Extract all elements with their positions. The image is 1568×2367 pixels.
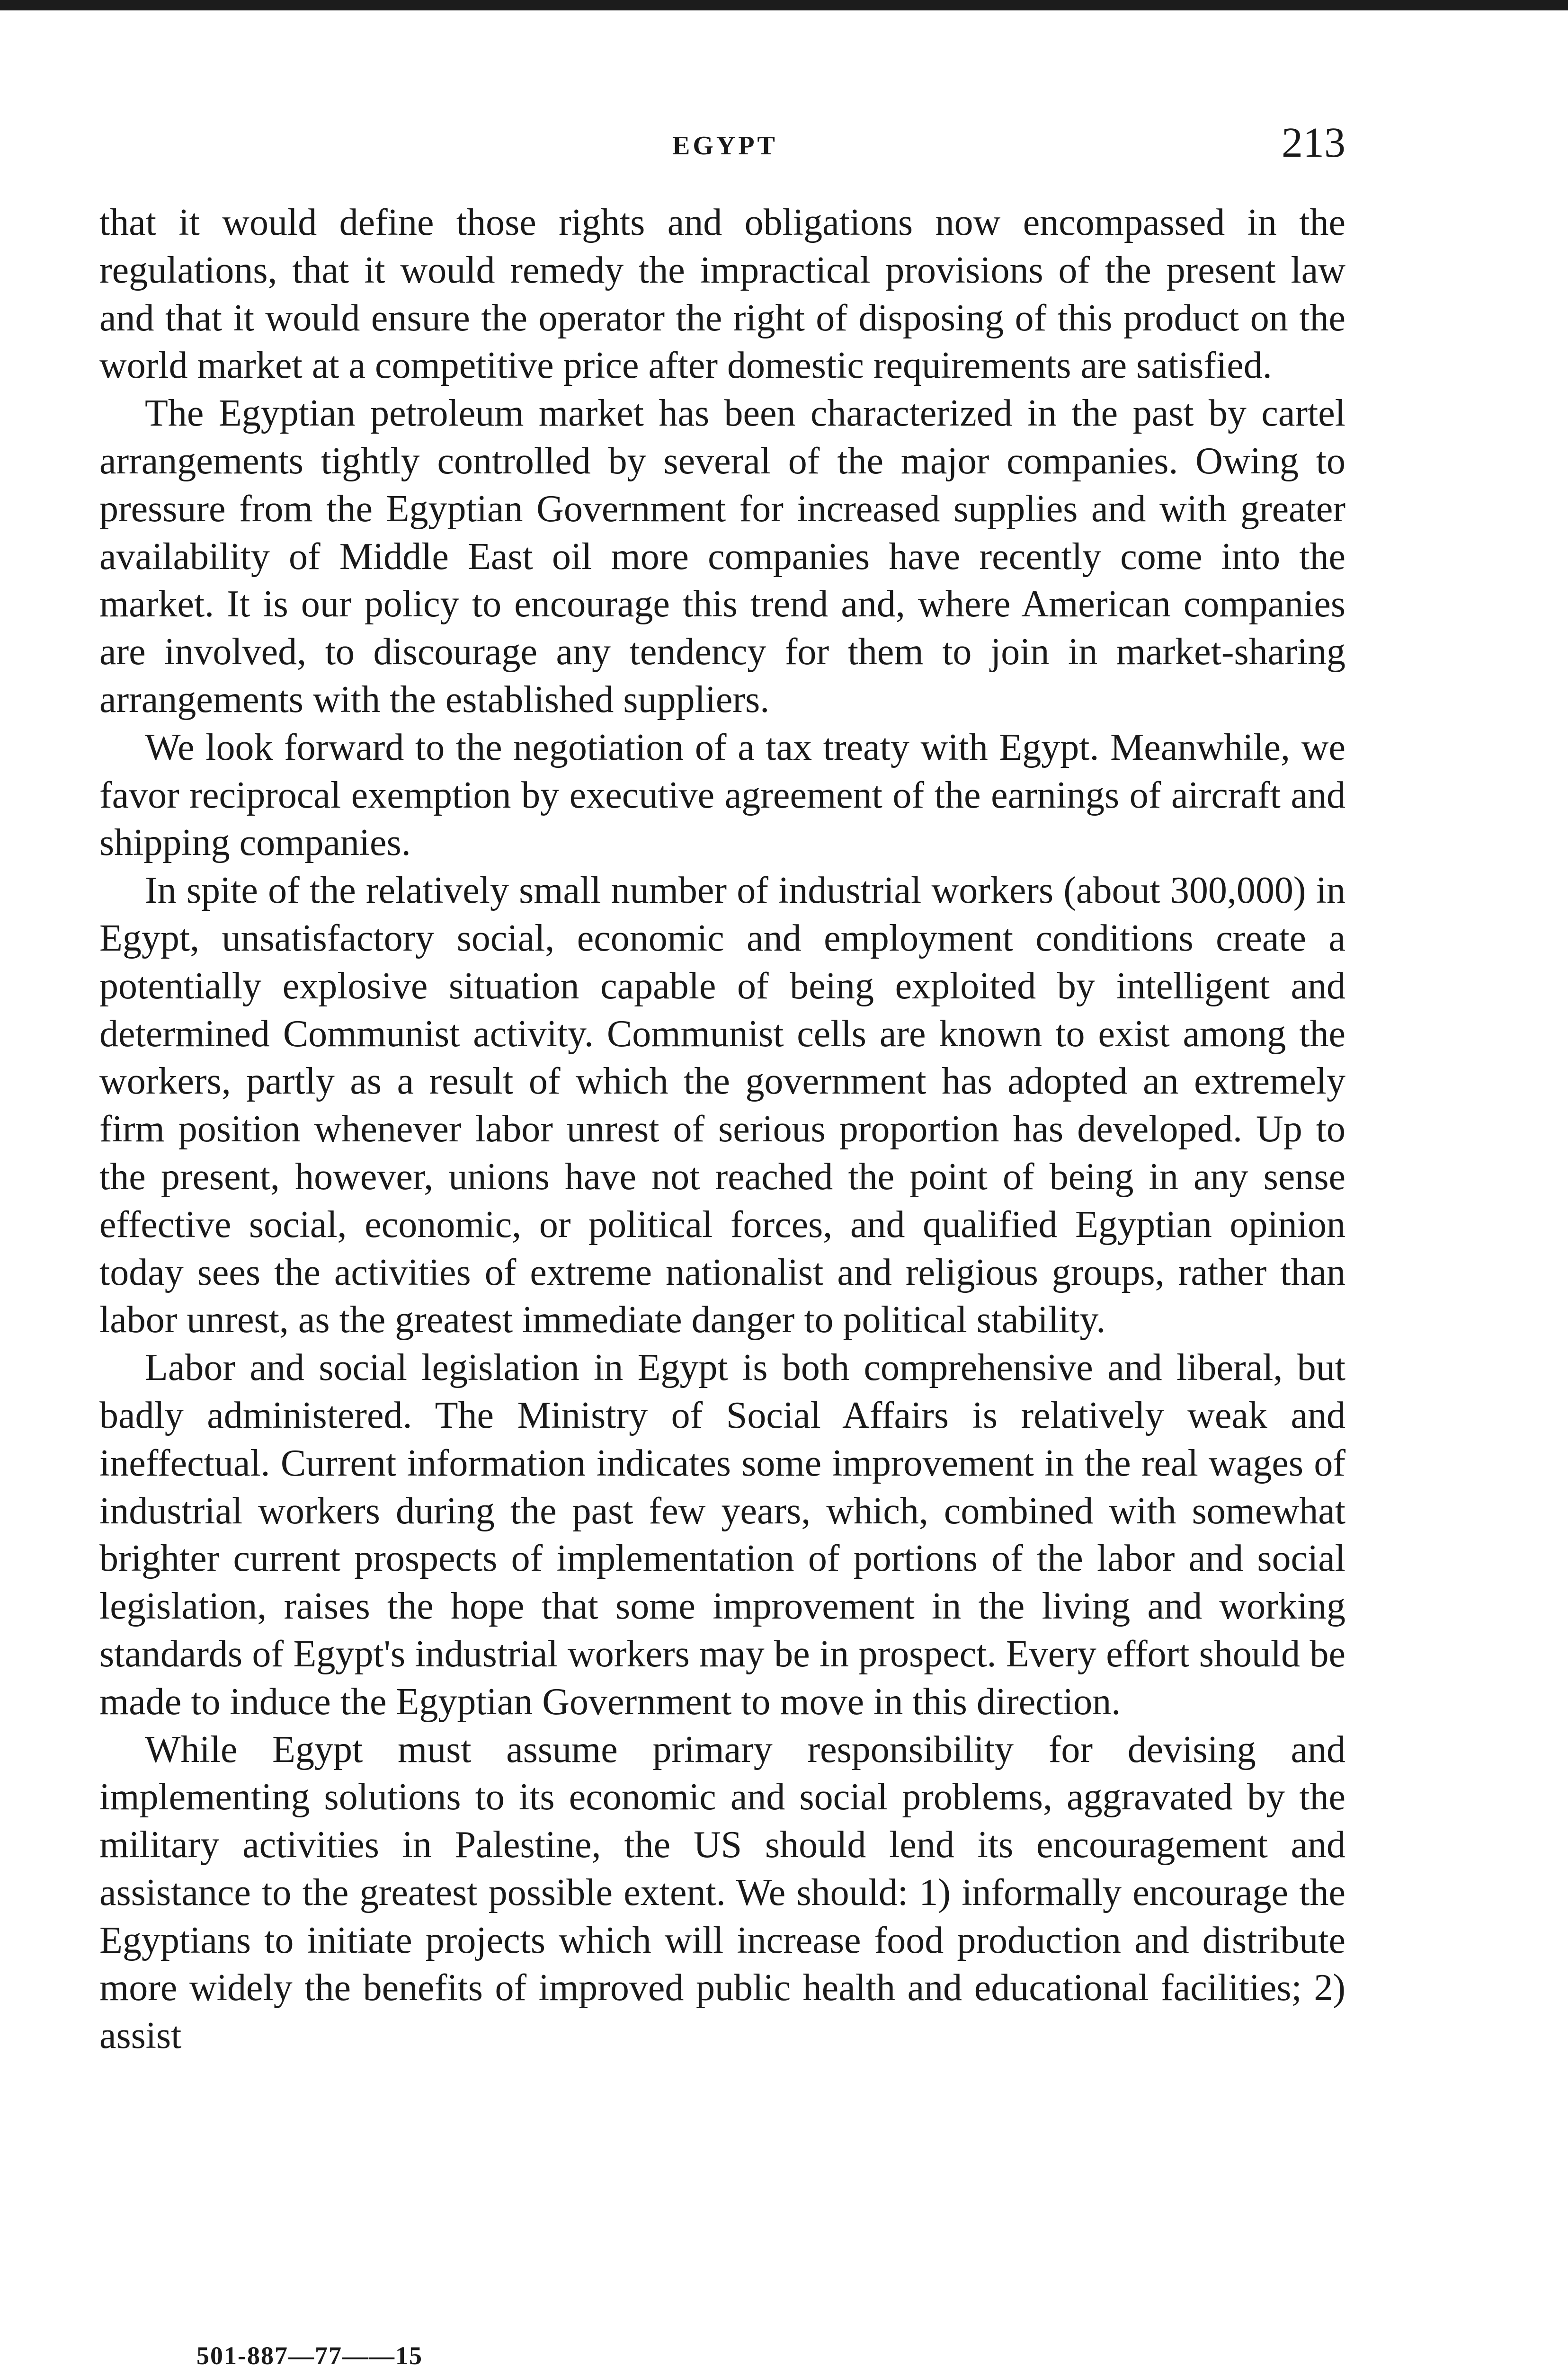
paragraph-tax-treaty: We look forward to the negotiation of a tax treaty with Egypt. Meanwhile, we favor reciprocal exemption by executive agreement of the earnings of aircraft and shipping companies. xyxy=(99,726,1345,864)
running-title: EGYPT xyxy=(672,131,778,160)
paragraph-us-assistance: While Egypt must assume primary responsibility for devising and implementing solutions to its economic and social problems, aggravated by the military activities in Palestine, the US should lend its encouragement and assistance to the greatest possible extent. We should: 1) informally encourage the Egyptians to initiate projects which will increase food production and distribute more widely the benefits of improved public health and educational facilities; 2) assist xyxy=(99,1728,1345,2057)
page-number: 213 xyxy=(1282,119,1345,166)
running-header xyxy=(0,118,1568,170)
paragraph-industrial-workers: In spite of the relatively small number of industrial workers (about 300,000) in Egypt, unsatisfactory social, economic and employment conditions create a potentially explosive situation capable of being exploited by intelligent and determined Communist activity. Communist cells are known to exist among the workers, partly as a result of which the government has adopted an extremely firm position whenever labor unrest of serious proportion has developed. Up to the present, however, unions have not reached the point of being in any sense effective social, economic, or political forces, and qualified Egyptian opinion today sees the activities of extreme nationalist and religious groups, rather than labor unrest, as the greatest immediate danger to political stability. xyxy=(99,870,1345,1341)
top-border-rule xyxy=(0,0,1568,10)
paragraph-labor-legislation: Labor and social legislation in Egypt is both comprehensive and liberal, but badly administered. The Ministry of Social Affairs is relatively weak and ineffectual. Current information indicates some improvement in the real wages of industrial workers during the past few years, which, combined with somewhat brighter current prospects of implementation of portions of the labor and social legislation, raises the hope that some improvement in the living and working standards of Egypt's industrial workers may be in prospect. Every effort should be made to induce the Egyptian Government to move in this direction. xyxy=(99,1347,1345,1723)
printer-signature-line: 501-887—77——15 xyxy=(196,2341,423,2367)
body-text xyxy=(99,199,1345,2060)
paragraph-continuation: that it would define those rights and obligations now encompassed in the regulations, that it would remedy the impractical provisions of the present law and that it would ensure the operator the right of disposing of this product on the world market at a competitive price after domestic requirements are satisfied. xyxy=(99,202,1345,387)
paragraph-petroleum-market: The Egyptian petroleum market has been characterized in the past by cartel arrangements tightly controlled by several of the major companies. Owing to pressure from the Egyptian Government for increased supplies and with greater availability of Middle East oil more companies have recently come into the market. It is our policy to encourage this trend and, where American companies are involved, to discourage any tendency for them to join in market-sharing arrangements with the established suppliers. xyxy=(99,392,1345,721)
